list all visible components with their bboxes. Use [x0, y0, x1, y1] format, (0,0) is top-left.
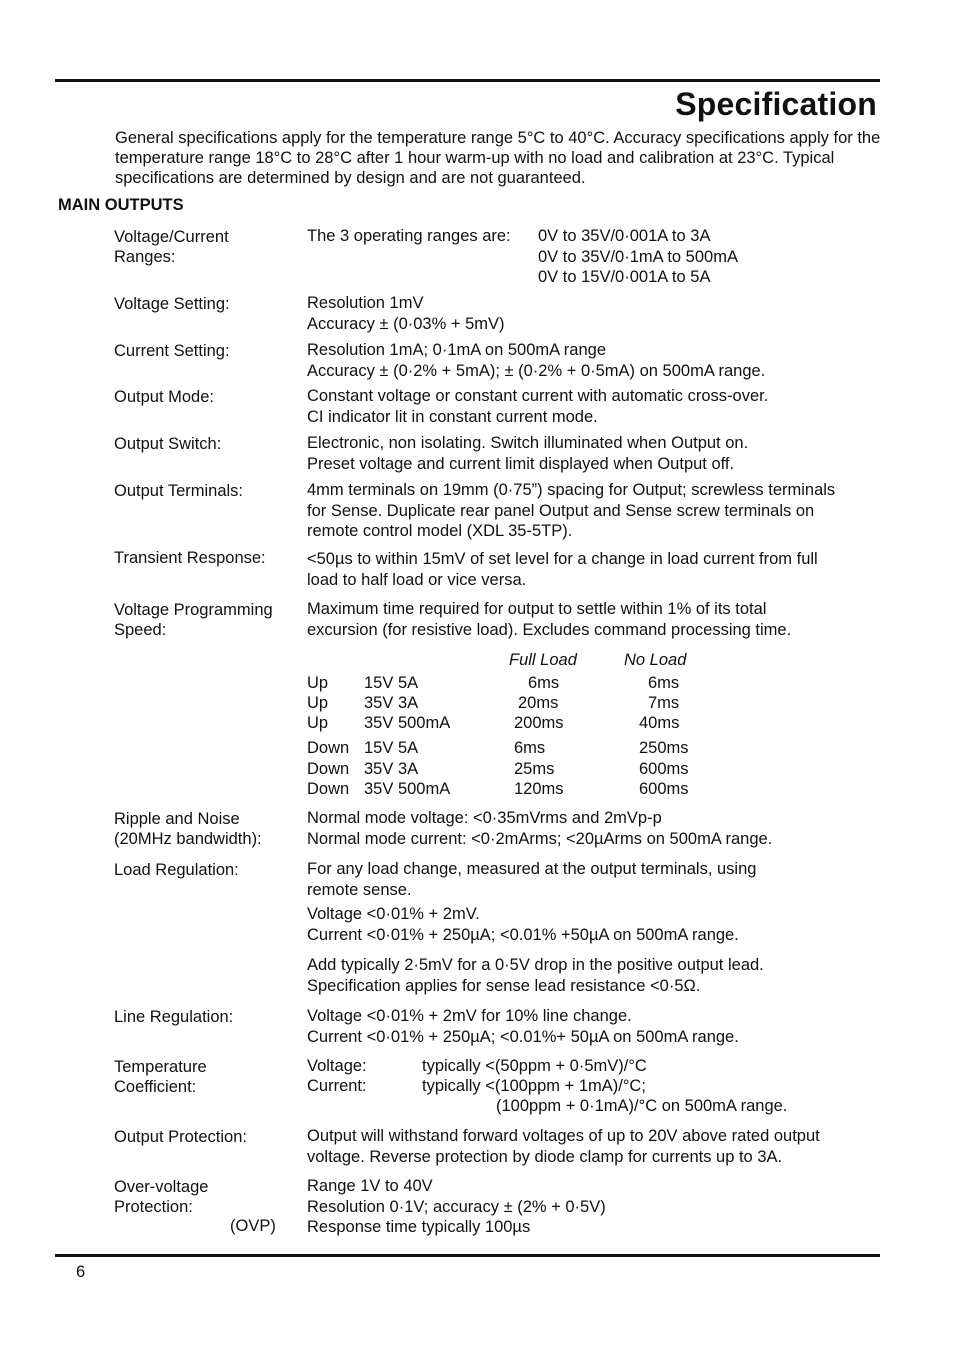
label-voltage-current-ranges: Voltage/Current Ranges:	[114, 228, 229, 266]
value-voltage-programming-speed: Maximum time required for output to settle within 1% of its total excursion (for resistive load). Excludes command processing time.	[307, 600, 792, 639]
ranges-intro: The 3 operating ranges are:	[307, 227, 511, 245]
label-transient-response: Transient Response:	[114, 549, 266, 567]
bottom-rule	[55, 1254, 880, 1257]
label-load-regulation: Load Regulation:	[114, 861, 239, 879]
value-current-setting: Resolution 1mA; 0·1mA on 500mA range Accuracy ± (0·2% + 5mA); ± (0·2% + 0·5mA) on 500mA range.	[307, 341, 766, 380]
tc-voltage-label: Voltage:	[307, 1057, 367, 1075]
label-line-regulation: Line Regulation:	[114, 1008, 234, 1026]
intro-paragraph: General specifications apply for the temperature range 5°C to 40°C. Accuracy specifications apply for the temperature range 18°C to 28°C after 1 hour warm-up with no load and calibration at 23°C. Typical specifications are determined by design and are not guaranteed.	[115, 129, 881, 187]
label-over-voltage-protection: Over-voltage Protection:	[114, 1178, 209, 1216]
value-voltage-setting: Resolution 1mV Accuracy ± (0·03% + 5mV)	[307, 294, 505, 333]
top-rule	[55, 79, 880, 82]
value-output-mode: Constant voltage or constant current with automatic cross-over. CI indicator lit in constant current mode.	[307, 387, 769, 426]
value-output-terminals: 4mm terminals on 19mm (0·75”) spacing for Output; screwless terminals for Sense. Duplicate rear panel Output and Sense screw terminals on remote control model (XDL 35-5TP).	[307, 481, 836, 540]
page-number: 6	[76, 1263, 86, 1281]
label-current-setting: Current Setting:	[114, 342, 230, 360]
label-output-terminals: Output Terminals:	[114, 482, 244, 500]
tc-current-value: typically <(100ppm + 1mA)/°C;	[422, 1077, 646, 1095]
value-transient-response: <50µs to within 15mV of set level for a change in load current from full load to half load or vice versa.	[307, 550, 818, 589]
tc-current-extra: (100ppm + 0·1mA)/°C on 500mA range.	[496, 1097, 788, 1115]
value-load-regulation-limits: Voltage <0·01% + 2mV. Current <0·01% + 250µA; <0.01% +50µA on 500mA range.	[307, 905, 739, 944]
label-ripple-and-noise: Ripple and Noise (20MHz bandwidth):	[114, 810, 262, 848]
label-output-switch: Output Switch:	[114, 435, 222, 453]
value-output-switch: Electronic, non isolating. Switch illuminated when Output on. Preset voltage and current limit displayed when Output off.	[307, 434, 749, 473]
label-temperature-coefficient: Temperature Coefficient:	[114, 1058, 207, 1096]
value-output-protection: Output will withstand forward voltages of up to 20V above rated output voltage. Reverse protection by diode clamp for currents up to 3A.	[307, 1127, 820, 1166]
value-line-regulation: Voltage <0·01% + 2mV for 10% line change. Current <0·01% + 250µA; <0.01%+ 50µA on 500mA range.	[307, 1007, 739, 1046]
value-load-regulation-notes: Add typically 2·5mV for a 0·5V drop in the positive output lead. Specification applies for sense lead resistance <0·5Ω.	[307, 956, 764, 995]
section-heading: MAIN OUTPUTS	[58, 196, 184, 214]
label-output-mode: Output Mode:	[114, 388, 214, 406]
tc-current-label: Current:	[307, 1077, 367, 1095]
column-header-no-load: No Load	[624, 651, 687, 669]
value-load-regulation-intro: For any load change, measured at the output terminals, using remote sense.	[307, 860, 757, 899]
value-ripple-and-noise: Normal mode voltage: <0·35mVrms and 2mVp-p Normal mode current: <0·2mArms; <20µArms on 500mA range.	[307, 809, 773, 848]
label-voltage-programming-speed: Voltage Programming Speed:	[114, 601, 273, 639]
label-ovp-suffix: (OVP)	[230, 1217, 276, 1235]
range-list: 0V to 35V/0·001A to 3A 0V to 35V/0·1mA to 500mA 0V to 15V/0·001A to 5A	[538, 227, 738, 286]
label-voltage-setting: Voltage Setting:	[114, 295, 230, 313]
page-title: Specification	[675, 86, 877, 122]
label-output-protection: Output Protection:	[114, 1128, 247, 1146]
value-over-voltage-protection: Range 1V to 40V Resolution 0·1V; accuracy ± (2% + 0·5V) Response time typically 100µs	[307, 1177, 606, 1236]
tc-voltage-value: typically <(50ppm + 0·5mV)/°C	[422, 1057, 647, 1075]
column-header-full-load: Full Load	[509, 651, 577, 669]
